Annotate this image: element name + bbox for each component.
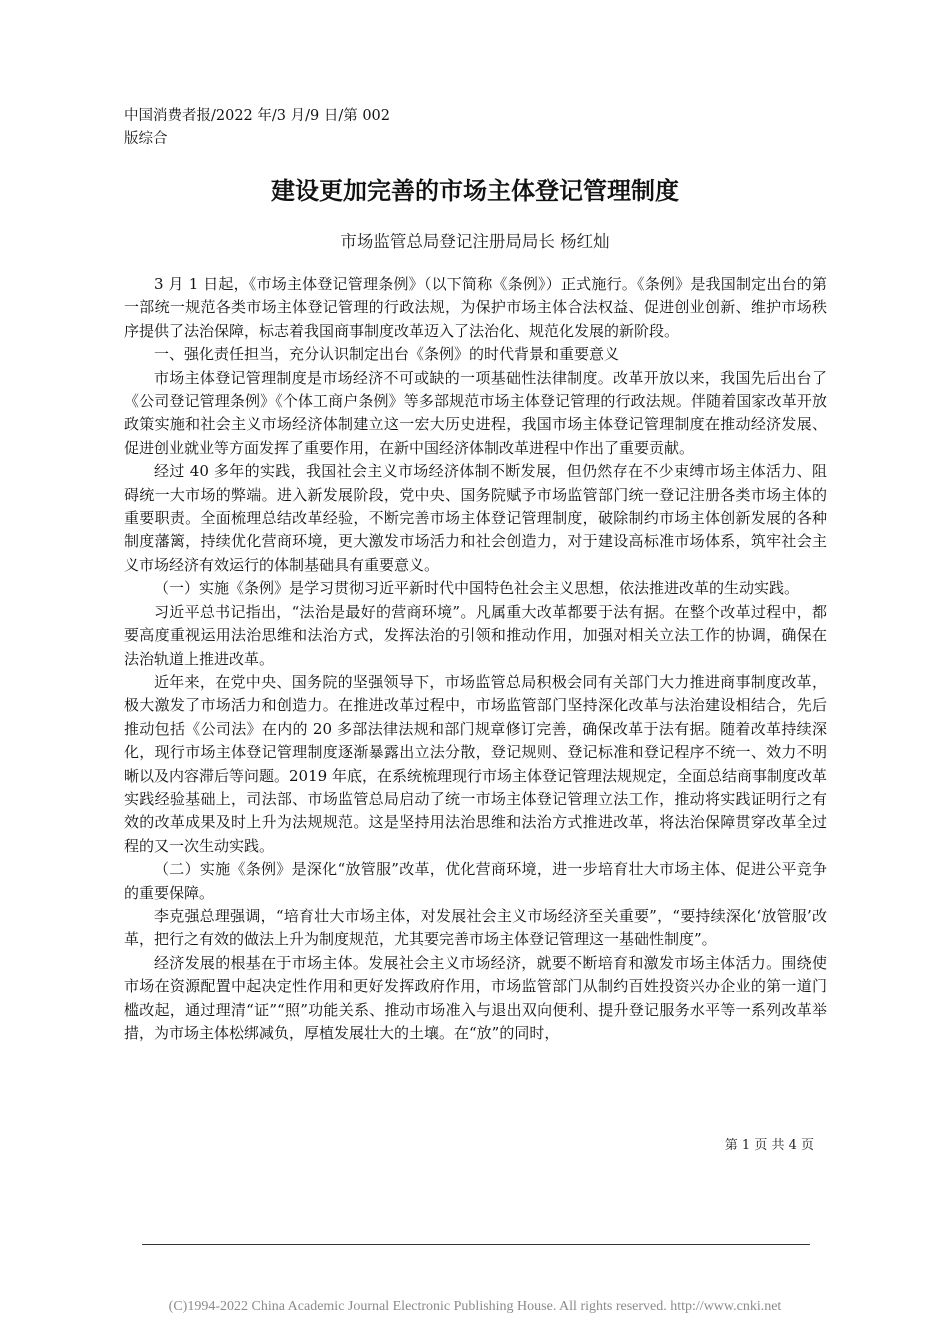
source-line: 中国消费者报/2022 年/3 月/9 日/第 002 版综合 <box>124 108 391 147</box>
copyright-notice: (C)1994-2022 China Academic Journal Electronic Publishing House. All rights reserved. http://www.cnki.net <box>168 1299 782 1314</box>
article-body <box>124 273 827 1045</box>
footer-divider <box>142 1244 810 1245</box>
paragraph: 李克强总理强调，“培育壮大市场主体，对发展社会主义市场经济至关重要”，“要持续深化‘放管服’改革，把行之有效的做法上升为制度规范，尤其要完善市场主体登记管理这一基础性制度”。 <box>124 906 827 949</box>
article-author: 市场监管总局登记注册局局长 杨红灿 <box>340 232 610 251</box>
paragraph: 近年来，在党中央、国务院的坚强领导下，市场监管总局积极会同有关部门大力推进商事制度改革，极大激发了市场活力和创造力。在推进改革过程中，市场监管部门坚持深化改革与法治建设相结合，先后推动包括《公司法》在内的 20 多部法律法规和部门规章修订完善，确保改革于法有据。随着改革持续深化，现行市场主体登记管理制度逐渐暴露出立法分散，登记规则、登记标准和登记程序不统一、效力不明晰以及内容滞后等问题。2019 年底，在系统梳理现行市场主体登记管理法规规定，全面总结商事制度改革实践经验基础上，司法部、市场监管总局启动了统一市场主体登记管理立法工作，推动将实践证明行之有效的改革成果及时上升为法规规范。这是坚持用法治思维和法治方式推进改革，将法治保障贯穿改革全过程的又一次生动实践。 <box>124 672 827 855</box>
paragraph: 经过 40 多年的实践，我国社会主义市场经济体制不断发展，但仍然存在不少束缚市场主体活力、阻碍统一大市场的弊端。进入新发展阶段，党中央、国务院赋予市场监管部门统一登记注册各类市场主体的重要职责。全面梳理总结改革经验，不断完善市场主体登记管理制度，破除制约市场主体创新发展的各种制度藩篱，持续优化营商环境，更大激发市场活力和社会创造力，对于建设高标准市场体系，筑牢社会主义市场经济有效运行的体制基础具有重要意义。 <box>124 462 827 574</box>
subsection-heading-2: （二）实施《条例》是深化“放管服”改革，优化营商环境，进一步培育壮大市场主体、促进公平竞争的重要保障。 <box>124 860 827 902</box>
paragraph-intro: 3 月 1 日起，《市场主体登记管理条例》（以下简称《条例》）正式施行。《条例》是我国制定出台的第一部统一规范各类市场主体登记管理的行政法规，为保护市场主体合法权益、促进创业创新、维护市场秩序提供了法治保障，标志着我国商事制度改革迈入了法治化、规范化发展的新阶段。 <box>124 275 827 340</box>
page-number: 第 1 页 共 4 页 <box>724 1138 814 1153</box>
article-title: 建设更加完善的市场主体登记管理制度 <box>271 177 679 205</box>
subsection-heading-1: （一）实施《条例》是学习贯彻习近平新时代中国特色社会主义思想，依法推进改革的生动实践。 <box>154 579 800 598</box>
paragraph: 经济发展的根基在于市场主体。发展社会主义市场经济，就要不断培育和激发市场主体活力。围绕使市场在资源配置中起决定性作用和更好发挥政府作用，市场监管部门从制约百姓投资兴办企业的第一道门槛改起，通过理清“证”“照”功能关系、推动市场准入与退出双向便利、提升登记服务水平等一系列改革举措，为市场主体松绑减负，厚植发展壮大的土壤。在“放”的同时， <box>124 953 827 1042</box>
section-heading-1: 一、强化责任担当，充分认识制定出台《条例》的时代背景和重要意义 <box>154 345 620 364</box>
paragraph: 习近平总书记指出，“法治是最好的营商环境”。凡属重大改革都要于法有据。在整个改革过程中，都要高度重视运用法治思维和法治方式，发挥法治的引领和推动作用，加强对相关立法工作的协调，确保在法治轨道上推进改革。 <box>124 602 827 668</box>
paragraph: 市场主体登记管理制度是市场经济不可或缺的一项基础性法律制度。改革开放以来，我国先后出台了《公司登记管理条例》《个体工商户条例》等多部规范市场主体登记管理的行政法规。伴随着国家改革开放政策实施和社会主义市场经济体制建立这一宏大历史进程，我国市场主体登记管理制度在推动经济发展、促进创业就业等方面发挥了重要作用，在新中国经济体制改革进程中作出了重要贡献。 <box>124 368 827 457</box>
